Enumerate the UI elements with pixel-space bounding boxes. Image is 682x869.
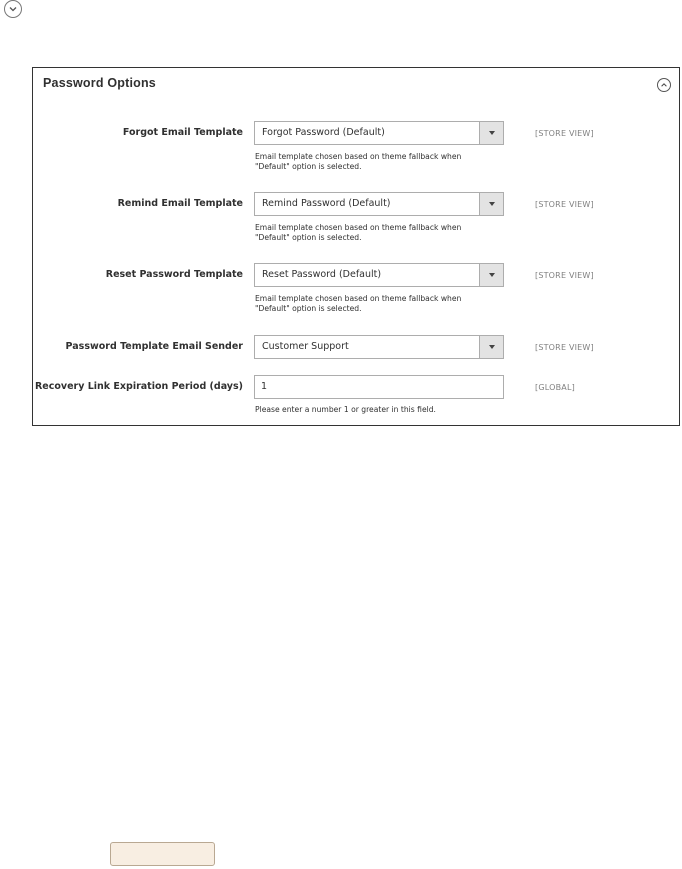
dropdown-arrow-icon[interactable] — [479, 336, 503, 358]
field-label: Password Template Email Sender — [65, 341, 243, 352]
field-note — [255, 223, 515, 242]
chevron-up-circle-icon[interactable] — [657, 78, 671, 92]
remind-email-template-select[interactable] — [254, 192, 504, 216]
field-label: Remind Email Template — [117, 198, 243, 209]
reset-password-template-select[interactable] — [254, 263, 504, 287]
field-label: Reset Password Template — [105, 269, 243, 280]
panel-title[interactable]: Password Options — [43, 76, 156, 90]
note-line: Email template chosen based on theme fallback when — [255, 223, 462, 232]
scope-label: [STORE VIEW] — [535, 271, 594, 280]
field-note — [255, 152, 515, 171]
dropdown-arrow-icon[interactable] — [479, 193, 503, 215]
note-line: Email template chosen based on theme fallback when — [255, 294, 462, 303]
field-label: Recovery Link Expiration Period (days) — [34, 381, 243, 392]
scope-label: [STORE VIEW] — [535, 200, 594, 209]
field-note — [255, 294, 515, 313]
note-line: Please enter a number 1 or greater in this field. — [255, 405, 436, 414]
note-line: Email template chosen based on theme fallback when — [255, 152, 462, 161]
recovery-link-expiration-input[interactable] — [254, 375, 504, 399]
input-value: 1 — [261, 381, 268, 392]
forgot-email-template-select[interactable] — [254, 121, 504, 145]
field-label: Forgot Email Template — [122, 127, 243, 138]
select-value: Customer Support — [262, 341, 349, 352]
dropdown-arrow-icon[interactable] — [479, 122, 503, 144]
note-line: "Default" option is selected. — [255, 161, 362, 171]
select-value: Reset Password (Default) — [262, 269, 382, 280]
field-note — [255, 405, 515, 415]
action-button[interactable] — [110, 842, 215, 866]
scope-label: [GLOBAL] — [535, 383, 575, 392]
select-value: Remind Password (Default) — [262, 198, 391, 209]
note-line: "Default" option is selected. — [255, 232, 362, 242]
select-value: Forgot Password (Default) — [262, 127, 385, 138]
dropdown-arrow-icon[interactable] — [479, 264, 503, 286]
note-line: "Default" option is selected. — [255, 303, 362, 313]
email-sender-select[interactable] — [254, 335, 504, 359]
scope-label: [STORE VIEW] — [535, 129, 594, 138]
scope-label: [STORE VIEW] — [535, 343, 594, 352]
password-options-panel — [32, 67, 680, 426]
chevron-down-circle-icon[interactable] — [4, 0, 22, 18]
